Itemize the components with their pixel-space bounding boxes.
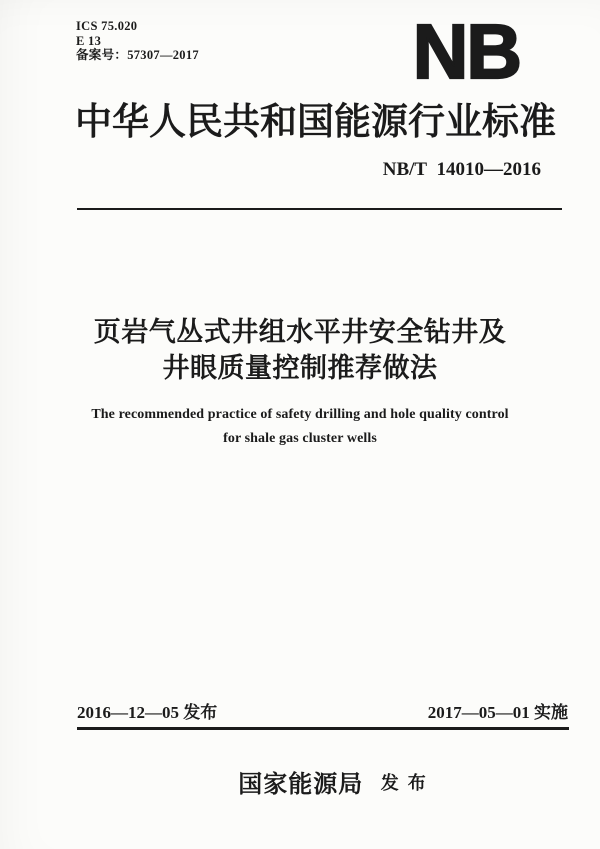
title-chinese-line1: 页岩气丛式井组水平井安全钻井及 [93, 317, 507, 347]
publisher-name: 国家能源局 [238, 771, 364, 798]
title-chinese-line2: 井眼质量控制推荐做法 [162, 353, 438, 383]
publish-label: 发 布 [380, 772, 428, 793]
dates-row [77, 702, 568, 724]
title-english [0, 403, 600, 451]
title-english-line2: for shale gas cluster wells [223, 431, 377, 446]
title-chinese [0, 314, 600, 386]
footer-divider-rule [77, 727, 569, 730]
class-code: E 13 [76, 33, 102, 48]
publisher-line [33, 764, 600, 799]
title-english-line1: The recommended practice of safety drilling and hole quality control [91, 407, 509, 422]
ics-code: ICS 75.020 [76, 19, 138, 33]
issue-date: 2016—12—05 发布 [77, 703, 218, 722]
header-divider-rule [77, 208, 562, 210]
implementation-date: 2017—05—01 实施 [427, 703, 568, 722]
nb-logo: NB [412, 9, 520, 95]
standard-series-name: 中华人民共和国能源行业标准 [75, 101, 556, 142]
record-number: 备案号：57307—2017 [76, 48, 199, 62]
doc-meta-block [76, 19, 199, 63]
standard-number: NB/T 14010—2016 [382, 159, 541, 180]
